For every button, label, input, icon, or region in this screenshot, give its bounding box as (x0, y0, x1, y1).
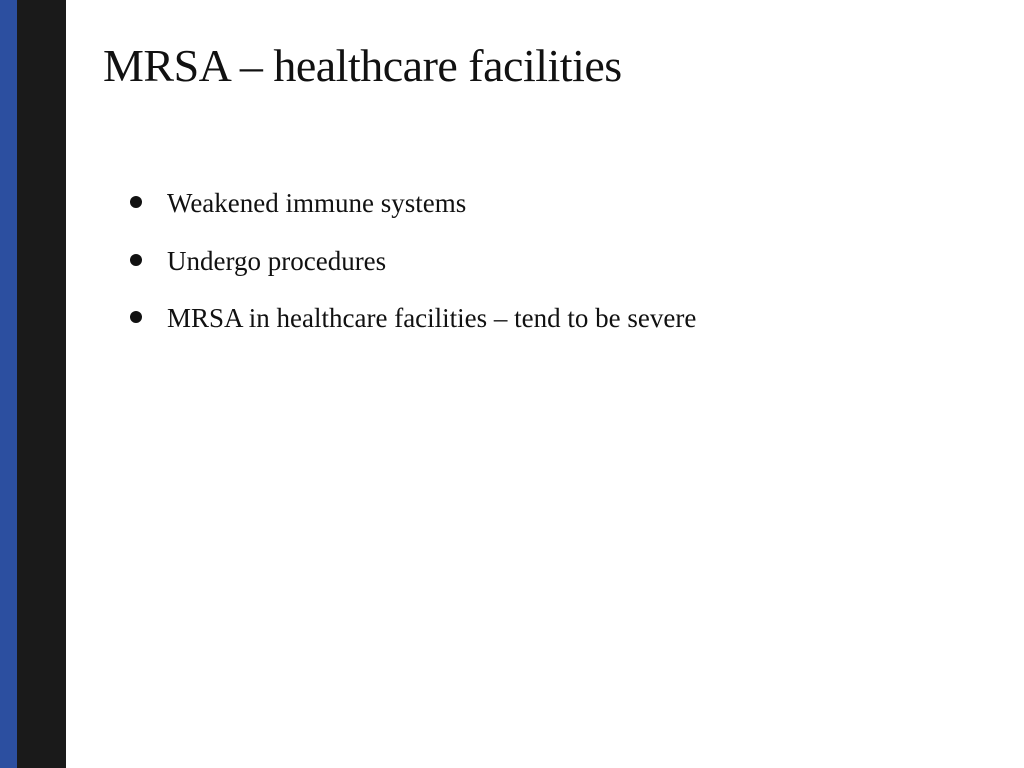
bullet-item (130, 183, 696, 241)
bullet-list (130, 183, 696, 356)
bullet-text: Undergo procedures (167, 245, 387, 276)
bullet-icon (130, 311, 142, 323)
bullet-icon (130, 254, 142, 266)
slide-title: MRSA – healthcare facilities (103, 40, 622, 91)
bullet-item (130, 241, 696, 299)
bullet-icon (130, 196, 142, 208)
bullet-text: MRSA in healthcare facilities – tend to be severe (167, 303, 697, 333)
accent-bar (0, 0, 17, 768)
sidebar-bar (17, 0, 66, 768)
bullet-item (130, 298, 696, 356)
bullet-text: Weakened immune systems (167, 188, 467, 218)
